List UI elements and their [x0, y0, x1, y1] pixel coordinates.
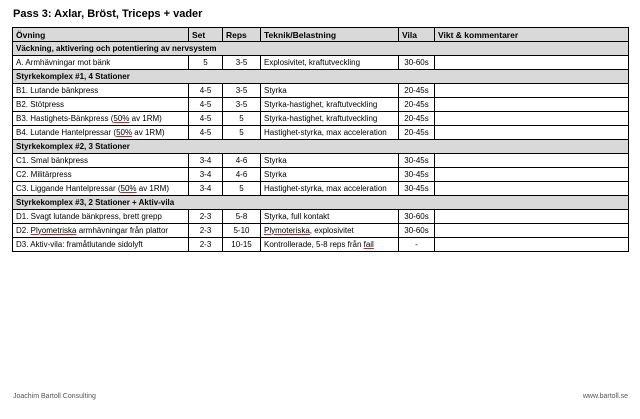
rest-cell: 30-60s: [399, 224, 435, 238]
reps-cell: 3-5: [223, 56, 261, 70]
technique-cell: [261, 84, 399, 98]
spellcheck-underlined-text: Plymoteriska: [264, 225, 310, 235]
exercise-cell: [13, 98, 189, 112]
cell-text: C1. Smal bänkpress: [16, 155, 89, 165]
comment-cell: [435, 112, 629, 126]
cell-text: B4. Lutande Hantelpressar (: [16, 127, 117, 137]
spellcheck-underlined-text: 50%: [113, 113, 130, 123]
comment-cell: [435, 168, 629, 182]
section-row: [13, 42, 629, 56]
set-cell: 4-5: [189, 112, 223, 126]
set-cell: 3-4: [189, 168, 223, 182]
set-cell: 3-4: [189, 182, 223, 196]
cell-text: Kontrollerade, 5-8 reps från: [264, 239, 364, 249]
table-row: [13, 98, 629, 112]
exercise-cell: [13, 126, 189, 140]
cell-text: Styrka: [264, 169, 287, 179]
cell-text: B2. Stötpress: [16, 99, 65, 109]
section-title: Styrkekomplex #2, 3 Stationer: [13, 140, 629, 154]
comment-cell: [435, 98, 629, 112]
reps-cell: 5: [223, 182, 261, 196]
cell-text: B3. Hastighets-Bänkpress (: [16, 113, 114, 123]
comment-cell: [435, 182, 629, 196]
set-cell: 3-4: [189, 154, 223, 168]
cell-text: Styrka: [264, 85, 287, 95]
cell-text: Hastighet-styrka, max acceleration: [264, 183, 387, 193]
footer-company: Joachim Bartoll Consulting: [13, 393, 96, 400]
rest-cell: 20-45s: [399, 112, 435, 126]
spellcheck-underlined-text: Plyometriska: [30, 225, 77, 235]
page-title: Pass 3: Axlar, Bröst, Triceps + vader: [13, 8, 203, 20]
exercise-cell: [13, 154, 189, 168]
technique-cell: [261, 112, 399, 126]
table-row: [13, 224, 629, 238]
reps-cell: 3-5: [223, 84, 261, 98]
cell-text: , explosivitet: [309, 225, 354, 235]
set-cell: 2-3: [189, 210, 223, 224]
rest-cell: 20-45s: [399, 84, 435, 98]
technique-cell: [261, 182, 399, 196]
set-cell: 5: [189, 56, 223, 70]
header-rest: Vila: [399, 28, 435, 42]
rest-cell: 20-45s: [399, 126, 435, 140]
cell-text: av 1RM): [132, 127, 165, 137]
cell-text: A. Armhävningar mot bänk: [16, 57, 111, 67]
exercise-cell: [13, 56, 189, 70]
section-row: [13, 140, 629, 154]
cell-text: Styrka, full kontakt: [264, 211, 330, 221]
technique-cell: [261, 238, 399, 252]
comment-cell: [435, 238, 629, 252]
rest-cell: 30-45s: [399, 154, 435, 168]
section-row: [13, 70, 629, 84]
footer-website: www.bartoll.se: [582, 393, 628, 400]
cell-text: C3. Liggande Hantelpressar (: [16, 183, 121, 193]
header-row: [13, 28, 629, 42]
section-title: Styrkekomplex #1, 4 Stationer: [13, 70, 629, 84]
table-row: [13, 56, 629, 70]
exercise-cell: [13, 168, 189, 182]
cell-text: D1. Svagt lutande bänkpress, brett grepp: [16, 211, 162, 221]
header-exercise: Övning: [13, 28, 189, 42]
spellcheck-underlined-text: 50%: [116, 127, 133, 137]
cell-text: C2. Militärpress: [16, 169, 72, 179]
training-table: [12, 27, 629, 252]
cell-text: Styrka-hastighet, kraftutveckling: [264, 99, 378, 109]
spellcheck-underlined-text: fail: [363, 239, 374, 249]
table-row: [13, 154, 629, 168]
technique-cell: [261, 126, 399, 140]
reps-cell: 3-5: [223, 98, 261, 112]
comment-cell: [435, 224, 629, 238]
cell-text: D2.: [16, 225, 31, 235]
comment-cell: [435, 210, 629, 224]
header-reps: Reps: [223, 28, 261, 42]
comment-cell: [435, 126, 629, 140]
exercise-cell: [13, 182, 189, 196]
cell-text: Styrka: [264, 155, 287, 165]
exercise-cell: [13, 112, 189, 126]
cell-text: Explosivitet, kraftutveckling: [264, 57, 361, 67]
table-row: [13, 182, 629, 196]
section-title: Väckning, aktivering och potentiering av nervsystem: [13, 42, 629, 56]
technique-cell: [261, 210, 399, 224]
comment-cell: [435, 154, 629, 168]
table-row: [13, 84, 629, 98]
technique-cell: [261, 56, 399, 70]
set-cell: 4-5: [189, 126, 223, 140]
rest-cell: 30-45s: [399, 168, 435, 182]
section-title: Styrkekomplex #3, 2 Stationer + Aktiv-vila: [13, 196, 629, 210]
exercise-cell: [13, 84, 189, 98]
rest-cell: 20-45s: [399, 98, 435, 112]
technique-cell: [261, 154, 399, 168]
table-body: [13, 42, 629, 252]
table-row: [13, 168, 629, 182]
reps-cell: 5: [223, 126, 261, 140]
set-cell: 4-5: [189, 84, 223, 98]
exercise-cell: [13, 210, 189, 224]
comment-cell: [435, 84, 629, 98]
cell-text: Styrka-hastighet, kraftutveckling: [264, 113, 378, 123]
reps-cell: 5-8: [223, 210, 261, 224]
cell-text: D3. Aktiv-vila: framåtlutande sidolyft: [16, 239, 143, 249]
set-cell: 2-3: [189, 224, 223, 238]
rest-cell: 30-60s: [399, 210, 435, 224]
set-cell: 2-3: [189, 238, 223, 252]
cell-text: av 1RM): [129, 113, 162, 123]
cell-text: Hastighet-styrka, max acceleration: [264, 127, 387, 137]
cell-text: B1. Lutande bänkpress: [16, 85, 99, 95]
table-row: [13, 126, 629, 140]
header-technique: Teknik/Belastning: [261, 28, 399, 42]
technique-cell: [261, 98, 399, 112]
rest-cell: 30-45s: [399, 182, 435, 196]
header-set: Set: [189, 28, 223, 42]
table-row: [13, 238, 629, 252]
technique-cell: [261, 168, 399, 182]
exercise-cell: [13, 224, 189, 238]
reps-cell: 4-6: [223, 154, 261, 168]
exercise-cell: [13, 238, 189, 252]
table-row: [13, 210, 629, 224]
cell-text: av 1RM): [136, 183, 169, 193]
reps-cell: 5: [223, 112, 261, 126]
reps-cell: 5-10: [223, 224, 261, 238]
header-comments: Vikt & kommentarer: [435, 28, 629, 42]
reps-cell: 4-6: [223, 168, 261, 182]
cell-text: armhävningar från plattor: [76, 225, 169, 235]
set-cell: 4-5: [189, 98, 223, 112]
comment-cell: [435, 56, 629, 70]
rest-cell: 30-60s: [399, 56, 435, 70]
reps-cell: 10-15: [223, 238, 261, 252]
technique-cell: [261, 224, 399, 238]
section-row: [13, 196, 629, 210]
spellcheck-underlined-text: 50%: [120, 183, 137, 193]
table-row: [13, 112, 629, 126]
rest-cell: -: [399, 238, 435, 252]
